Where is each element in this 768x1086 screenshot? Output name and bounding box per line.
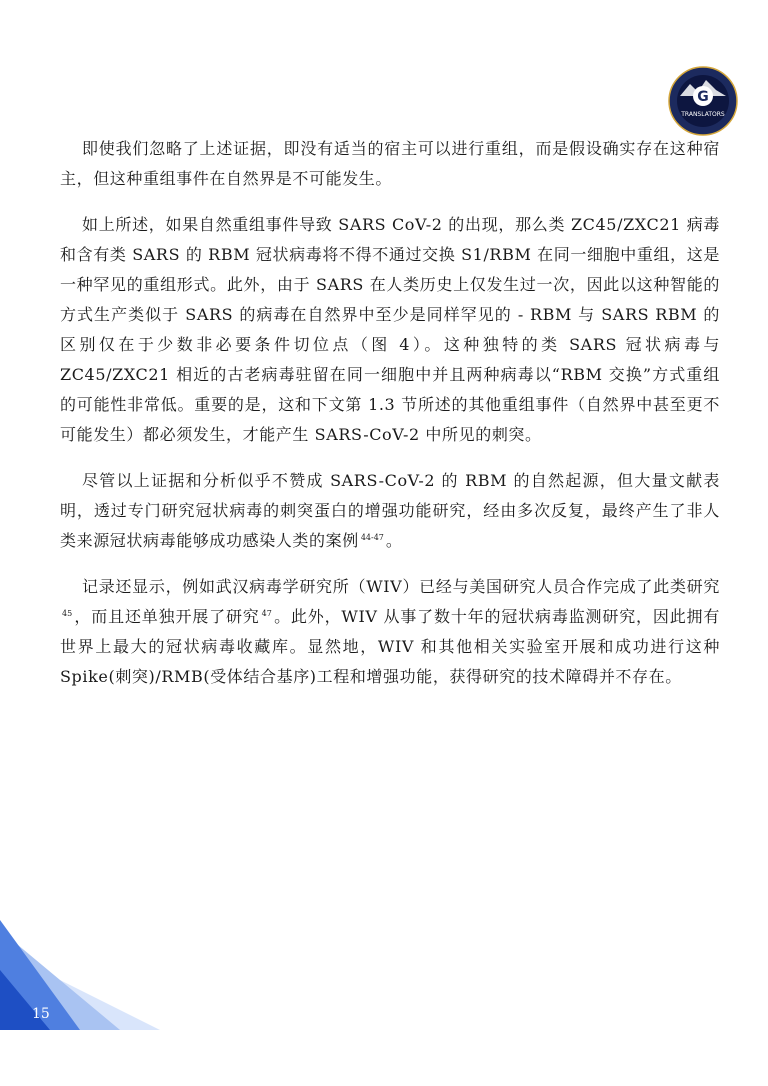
paragraph-3	[60, 466, 720, 556]
paragraph-4-middle: ，而且还单独开展了研究	[74, 607, 260, 626]
paragraph-2	[60, 210, 720, 450]
paragraph-3-text: 尽管以上证据和分析似乎不赞成 SARS-CoV-2 的 RBM 的自然起源，但大量文献表明，透过专门研究冠状病毒的刺突蛋白的增强功能研究，经由多次反复，最终产生了非人类来源冠状病毒能够成功感染人类的案例	[60, 471, 720, 550]
document-body	[60, 134, 720, 708]
page-number: 15	[32, 1006, 50, 1022]
corner-decoration	[0, 920, 160, 1030]
citation-45: 45	[62, 608, 73, 618]
translators-logo	[668, 66, 738, 136]
logo-letter: G	[697, 89, 709, 105]
paragraph-1	[60, 134, 720, 194]
paragraph-4	[60, 572, 720, 692]
paragraph-4-end: 。此外，WIV 从事了数十年的冠状病毒监测研究，因此拥有世界上最大的冠状病毒收藏库。显然地，WIV 和其他相关实验室开展和成功进行这种 Spike(刺突)/RMB(受体结合基序)工程和增强功能，获得研究的技术障碍并不存在。	[60, 607, 720, 686]
citation-44-47: 44-47	[360, 532, 384, 542]
citation-47: 47	[261, 608, 272, 618]
paragraph-2-text: 如上所述，如果自然重组事件导致 SARS CoV-2 的出现，那么类 ZC45/ZXC21 病毒和含有类 SARS 的 RBM 冠状病毒将不得不通过交换 S1/RBM 在同一细胞中重组，这是一种罕见的重组形式。此外，由于 SARS 在人类历史上仅发生过一次，因此以这种智能的方式生产类似于 SARS 的病毒在自然界中至少是同样罕见的 - RBM 与 SARS RBM 的区别仅在于少数非必要条件切位点（图 4）。这种独特的类 SARS 冠状病毒与 ZC45/ZXC21 相近的古老病毒驻留在同一细胞中并且两种病毒以“RBM 交换”方式重组的可能性非常低。重要的是，这和下文第 1.3 节所述的其他重组事件（自然界中甚至更不可能发生）都必须发生，才能产生 SARS-CoV-2 中所见的刺突。	[60, 215, 720, 444]
logo-text: TRANSLATORS	[681, 111, 725, 118]
paragraph-1-text: 即使我们忽略了上述证据，即没有适当的宿主可以进行重组，而是假设确实存在这种宿主，但这种重组事件在自然界是不可能发生。	[60, 139, 720, 188]
paragraph-4-text: 记录还显示，例如武汉病毒学研究所（WIV）已经与美国研究人员合作完成了此类研究	[82, 577, 720, 596]
paragraph-3-end: 。	[385, 531, 403, 550]
